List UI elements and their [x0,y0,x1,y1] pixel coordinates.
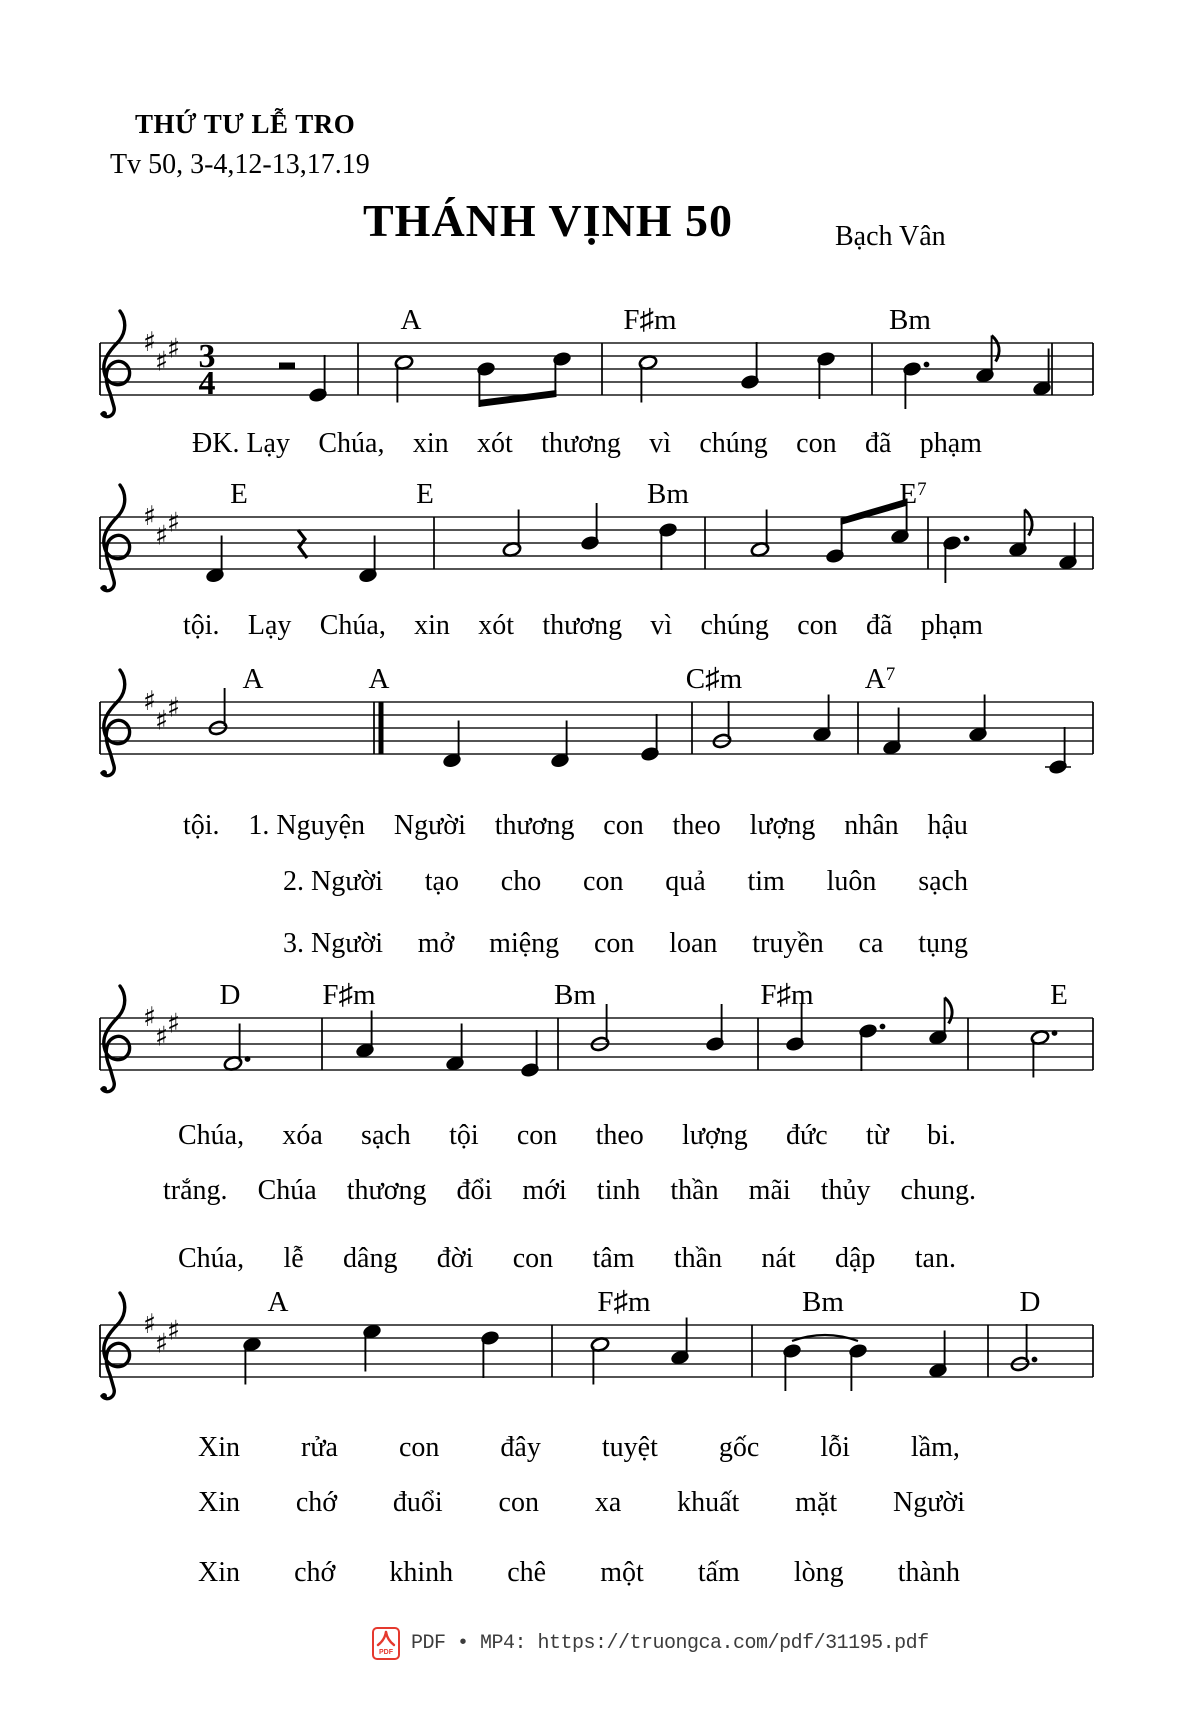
lyric-word: 1. Nguyện [248,810,366,841]
lyric-word: con [796,428,837,459]
lyric-word: trắng. [163,1175,228,1206]
lyric-word: Chúa, [178,1243,245,1274]
lyric-word: xót [478,610,515,641]
lyric-word: gốc [718,1432,760,1463]
lyric-word: dập [834,1243,876,1274]
lyric-word: nhân [844,810,899,841]
lyric-word: tụng [918,928,968,959]
lyric-word: con [603,810,644,841]
lyric-word: vì [650,610,673,641]
lyric-word: vì [649,428,671,459]
chord-symbol [220,979,241,1012]
lyric-word: mãi [748,1175,791,1206]
lyric-word: chớ [295,1487,338,1518]
chord-root: E [416,478,434,510]
sharp-icon: ♯ [143,686,157,717]
lyric-word: bi. [927,1120,956,1151]
lyric-word: cho [500,866,542,897]
lyric-word: sạch [361,1120,411,1151]
lyric-word: đã [866,610,893,641]
chord-symbol [322,979,375,1012]
lyric-word: phạm [919,428,982,459]
chord-symbol [554,979,596,1012]
lyric-word: đức [786,1120,828,1151]
sharp-icon: ♯ [167,692,181,724]
chord-root: A [400,304,422,336]
lyric-word: theo [595,1120,644,1151]
lyric-word: tội [449,1120,479,1151]
lyric-word: nát [761,1243,796,1274]
chord-root: E [1050,979,1068,1011]
lyric-word: Xin [198,1487,240,1518]
chord-root: D [1019,1286,1041,1318]
psalm-reference: Tv 50, 3-4,12-13,17.19 [110,149,370,180]
chord-root: F♯m [322,979,376,1011]
chord-symbol [889,304,931,337]
sharp-icon: ♯ [155,1328,169,1360]
lyric-word: Chúa, [319,610,386,641]
lyric-line-11 [198,1557,960,1589]
lyric-word: Chúa, [178,1120,245,1151]
sharp-icon: ♯ [155,705,169,737]
lyric-word: xin [412,428,449,459]
lyric-line-3 [183,810,968,842]
lyric-word: đời [436,1243,474,1274]
chord-symbol [268,1286,289,1319]
lyric-word: tuyệt [601,1432,658,1463]
footer [372,1627,929,1660]
chord-symbol [230,478,248,511]
lyric-line-4 [283,866,968,898]
pdf-icon-label: PDF [379,1649,393,1656]
lyric-word: tội. [183,810,220,841]
lyric-word: chúng [699,428,768,459]
chord-symbol [899,478,926,511]
chord-root: Bm [647,478,689,510]
chord-root: C♯m [685,663,743,695]
treble-clef-icon [102,986,130,1092]
lyric-word: Xin [198,1432,240,1463]
lyric-line-5 [283,928,968,960]
sharp-icon: ♯ [143,501,157,532]
chord-symbol [416,478,434,511]
treble-clef-icon [102,485,130,591]
staff-system-4 [0,978,1200,1128]
lyric-word: Chúa [257,1175,317,1206]
chord-extension: 7 [917,479,927,500]
treble-clef-icon [102,1293,130,1399]
lyric-word: ĐK. Lạy [192,428,290,459]
lyric-word: thủy [820,1175,871,1206]
sharp-icon: ♯ [155,1021,169,1053]
chord-root: D [219,979,241,1011]
lyric-word: Lạy [247,610,292,641]
lyric-line-8 [178,1243,956,1275]
lyric-word: luôn [826,866,877,897]
chord-symbol [865,663,895,696]
chord-symbol [1020,1286,1041,1319]
lyric-word: lượng [749,810,816,841]
lyric-word: Xin [198,1557,240,1588]
lyric-word: một [600,1557,644,1588]
lyric-line-6 [178,1120,956,1152]
lyric-word: phạm [920,610,983,641]
lyric-word: tâm [592,1243,635,1274]
lyric-word: lượng [682,1120,748,1151]
lyric-word: Chúa, [318,428,385,459]
time-signature-bottom: 4 [198,365,216,402]
chord-root: E [899,478,918,510]
lyric-word: lễ [283,1243,304,1274]
chord-symbol [686,663,742,696]
lyric-word: từ [865,1120,889,1151]
chord-symbol [243,663,264,696]
lyric-word: thương [542,610,623,641]
lyric-word: thần [673,1243,723,1274]
chord-root: F♯m [760,979,814,1011]
lyric-word: ca [858,928,884,959]
lyric-line-10 [198,1487,965,1519]
lyric-word: truyền [752,928,824,959]
sharp-icon: ♯ [155,520,169,552]
lyric-word: sạch [918,866,968,897]
lyric-word: miệng [489,928,560,959]
lyric-word: chê [507,1557,547,1588]
lyric-word: con [593,928,635,959]
chord-symbol [760,979,813,1012]
lyric-line-9 [198,1432,960,1464]
lyric-word: con [498,1487,539,1518]
chord-root: F♯m [597,1286,651,1318]
lyric-word: con [516,1120,558,1151]
sharp-icon: ♯ [167,333,181,365]
lyric-word: 3. Người [283,928,383,959]
lyric-word: đã [864,428,892,459]
treble-clef-icon [102,311,130,417]
lyric-line-7 [163,1175,976,1207]
lyric-word: xin [414,610,450,641]
chord-root: A [267,1286,289,1318]
lyric-word: chớ [294,1557,336,1588]
lyric-word: thương [541,428,621,459]
lyric-word: tinh [596,1175,641,1206]
staff-system-2 [0,477,1200,627]
sharp-icon: ♯ [143,327,157,358]
chord-root: E [230,478,248,510]
lyric-word: mở [417,928,455,959]
chord-root: A [368,663,390,695]
feast-heading: THỨ TƯ LỄ TRO [135,109,356,139]
staff-system-3 [0,662,1200,812]
staff-system-5 [0,1285,1200,1435]
sharp-icon: ♯ [167,1008,181,1040]
lyric-word: chung. [900,1175,976,1206]
sharp-icon: ♯ [143,1309,157,1340]
lyric-word: xót [476,428,513,459]
chord-extension: 7 [885,664,896,685]
lyric-word: tim [747,866,785,897]
lyric-word: hậu [927,810,968,841]
lyric-word: xa [594,1487,622,1518]
chord-root: A [864,663,886,695]
lyric-word: loan [669,928,718,959]
lyric-word: tội. [183,610,220,641]
chord-root: Bm [802,1286,844,1318]
lyric-word: Người [393,810,466,841]
lyric-word: tạo [424,866,459,897]
lyric-word: mặt [795,1487,838,1518]
chord-symbol [369,663,390,696]
treble-clef-icon [102,670,130,776]
lyric-word: con [512,1243,554,1274]
lyric-word: theo [672,810,721,841]
lyric-word: tấm [697,1557,740,1588]
lyric-word: chúng [700,610,769,641]
footer-link[interactable]: PDF • MP4: https://truongca.com/pdf/31195.pdf [411,1632,929,1655]
staff-notation-4 [95,978,1105,1128]
chord-symbol [401,304,422,337]
lyric-word: thương [494,810,575,841]
lyric-word: rửa [301,1432,338,1463]
time-signature-top: 3 [198,338,216,375]
lyric-word: lỗi [820,1432,850,1463]
pdf-glyph [374,1629,398,1649]
sharp-icon: ♯ [167,1315,181,1347]
lyric-word: đây [500,1432,541,1463]
lyric-word: lòng [793,1557,844,1588]
chord-symbol [647,478,689,511]
lyric-word: thương [346,1175,427,1206]
lyric-word: tan. [914,1243,956,1274]
lyric-word: con [398,1432,440,1463]
chord-symbol [623,304,676,337]
sharp-icon: ♯ [155,346,169,378]
sharp-icon: ♯ [143,1002,157,1033]
pdf-icon[interactable] [372,1627,400,1660]
lyric-word: thần [670,1175,719,1206]
lyric-word: con [797,610,838,641]
lyric-word: xóa [282,1120,323,1151]
lyric-word: Người [893,1487,965,1518]
chord-root: F♯m [623,304,677,336]
lyric-word: quả [665,866,706,897]
lyric-word: đuổi [392,1487,443,1518]
page-title: THÁNH VỊNH 50 [363,195,733,246]
lyric-line-1 [192,428,982,460]
lyric-word: 2. Người [283,866,383,897]
lyric-word: đổi [456,1175,493,1206]
chord-symbol [1050,979,1068,1012]
sharp-icon: ♯ [167,507,181,539]
lyric-word: con [583,866,624,897]
chord-root: A [242,663,264,695]
lyric-word: khuất [677,1487,740,1518]
lyric-word: mới [522,1175,567,1206]
chord-symbol [597,1286,650,1319]
chord-symbol [802,1286,844,1319]
chord-root: Bm [554,979,596,1011]
lyric-word: dâng [343,1243,398,1274]
chord-root: Bm [889,304,931,336]
lyric-word: khinh [389,1557,454,1588]
lyric-word: lầm, [910,1432,960,1463]
composer-name: Bạch Vân [835,221,946,252]
lyric-line-2 [183,610,983,642]
lyric-word: thành [897,1557,960,1588]
